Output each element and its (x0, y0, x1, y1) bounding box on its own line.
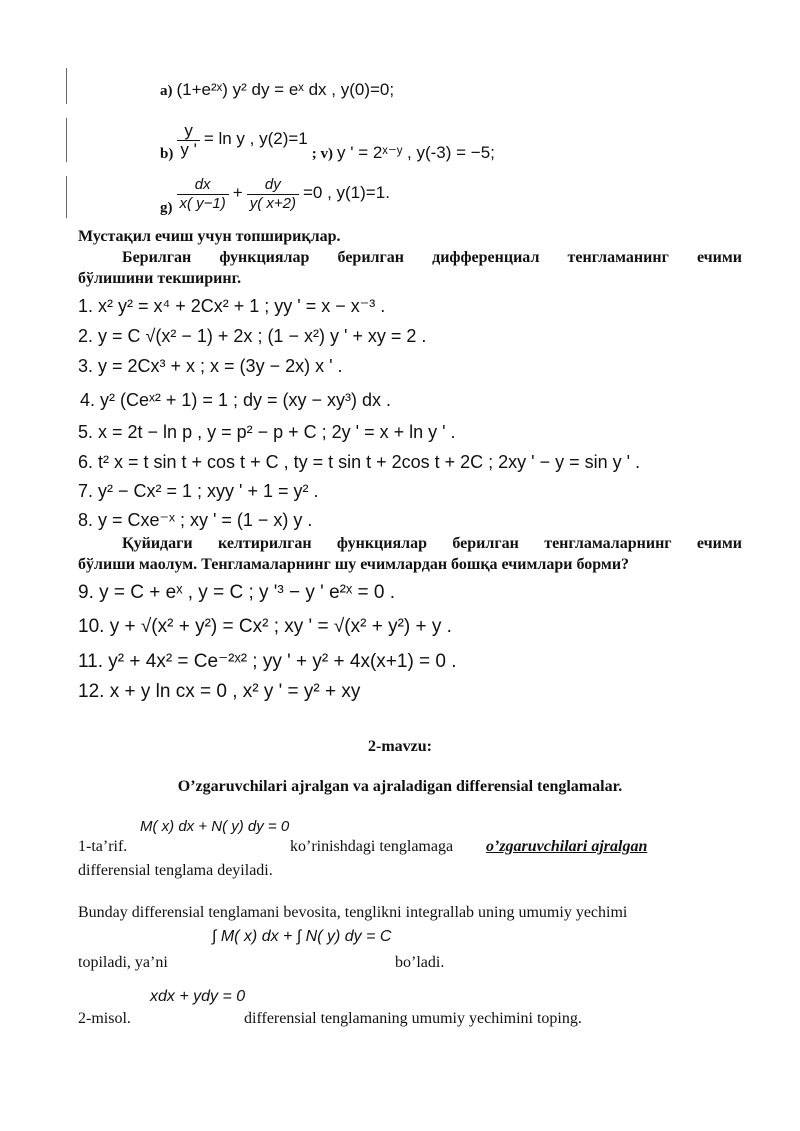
definition-line1 (78, 838, 648, 856)
exercise-b-frac-num: y (177, 122, 199, 141)
topic-number: 2-mavzu: (368, 738, 432, 755)
margin-bar-1 (66, 68, 67, 104)
exercise-a-label: а) (160, 83, 173, 99)
exercise-b-frac-den: y ' (180, 140, 197, 159)
exercise-g (160, 176, 390, 217)
exercise-g-frac1-num: dx (177, 176, 229, 195)
example-text: differensial tenglamaning umumiy yechimini toping. (244, 1010, 582, 1027)
section1-intro-line2: бўлишини текширинг. (78, 270, 242, 287)
topic-title: O’zgaruvchilari ajralgan va ajraladigan differensial tenglamalar. (177, 778, 623, 795)
exercise-a-end: ; (389, 80, 395, 99)
solution-formula: ∫ M( x) dx + ∫ N( y) dy = C (212, 928, 392, 945)
section2-item-10: 10. y + √(x² + y²) = Cx² ; xy ' = √(x² + y²) + y . (78, 616, 452, 637)
exercise-g-frac1-den: x( y−1) (179, 195, 226, 212)
exercise-g-plus: + (232, 183, 243, 203)
exercise-g-fraction-2 (247, 176, 299, 213)
example-formula: xdx + ydy = 0 (150, 988, 246, 1005)
solution-suffix: bo’ladi. (395, 954, 445, 971)
section1-item-5: 5. x = 2t − ln p , y = p² − p + C ; 2y ' = x + ln y ' . (78, 422, 456, 442)
exercise-v-end: ; (490, 143, 495, 163)
section1-item-1: 1. x² y² = x⁴ + 2Cx² + 1 ; yy ' = x − x⁻³ . (78, 296, 386, 316)
exercise-g-frac2-den: y( x+2) (249, 195, 296, 212)
exercise-g-frac2-num: dy (247, 176, 299, 195)
definition-term: o’zgaruvchilari ajralgan (486, 838, 648, 855)
solution-line1: Bunday differensial tenglamani bevosita, tenglikni integrallab uning umumiy yechimi (78, 904, 628, 921)
definition-formula: M( x) dx + N( y) dy = 0 (140, 818, 290, 835)
section1-item-2: 2. y = C √(x² − 1) + 2x ; (1 − x²) y ' + xy = 2 . (78, 326, 427, 346)
section2-item-9: 9. y = C + eˣ , y = C ; y '³ − y ' e²ˣ = 0 . (78, 582, 395, 603)
exercise-g-equation: =0 , y(1)=1 (302, 183, 386, 203)
exercise-a-equation: (1+e²ˣ) y² dy = eˣ dx , y(0)=0 (176, 80, 390, 99)
definition-prefix: 1-ta’rif. (78, 838, 128, 855)
section1-item-7: 7. y² − Cx² = 1 ; xyy ' + 1 = y² . (78, 481, 319, 501)
exercise-b-label: b) (160, 146, 174, 163)
margin-bar-2 (66, 118, 67, 162)
section1-item-8: 8. y = Cxe⁻ˣ ; xy ' = (1 − x) y . (78, 510, 313, 530)
definition-line2: differensial tenglama deyiladi. (78, 862, 273, 879)
section1-item-3: 3. y = 2Cx³ + x ; x = (3y − 2x) x ' . (78, 356, 343, 376)
margin-bar-3 (66, 176, 67, 218)
section1-item-4: 4. y² (Ceˣ² + 1) = 1 ; dy = (xy − xy³) dx . (80, 390, 391, 410)
section1-intro-line1: Берилган функциялар берилган дифференциал тенгламанинг ечими (122, 249, 742, 266)
section1-item-6: 6. t² x = t sin t + cos t + C , ty = t sin t + 2cos t + 2C ; 2xy ' − y = sin y ' . (78, 452, 641, 472)
exercise-a (160, 80, 394, 100)
section2-item-12: 12. x + y ln cx = 0 , x² y ' = y² + xy (78, 681, 361, 702)
section1-heading: Мустақил ечиш учун топшириқлар. (78, 228, 341, 245)
exercise-v-equation: y ' = 2ˣ⁻ʸ , y(-3) = −5 (337, 143, 491, 163)
exercise-v-separator: ; v) (311, 146, 333, 163)
exercise-b-fraction (177, 122, 199, 159)
section2-intro-line1: Қуйидаги келтирилган функциялар берилган тенгламаларнинг ечими (122, 535, 742, 552)
exercise-g-end: . (385, 183, 390, 203)
exercise-b-equation: = ln y , y(2)=1 (203, 129, 308, 149)
example-prefix: 2-misol. (78, 1010, 131, 1027)
exercise-b (160, 122, 495, 163)
exercise-g-fraction-1 (177, 176, 229, 213)
section2-item-11: 11. y² + 4x² = Ce⁻²ˣ² ; yy ' + y² + 4x(x+1) = 0 . (78, 651, 457, 672)
exercise-g-label: g) (160, 200, 173, 217)
definition-middle: ko’rinishdagi tenglamaga (290, 838, 454, 855)
solution-prefix: topiladi, ya’ni (78, 954, 168, 971)
section2-intro-line2: бўлиши маолум. Тенгламаларнинг шу ечимлардан бошқа ечимлари борми? (78, 556, 630, 573)
